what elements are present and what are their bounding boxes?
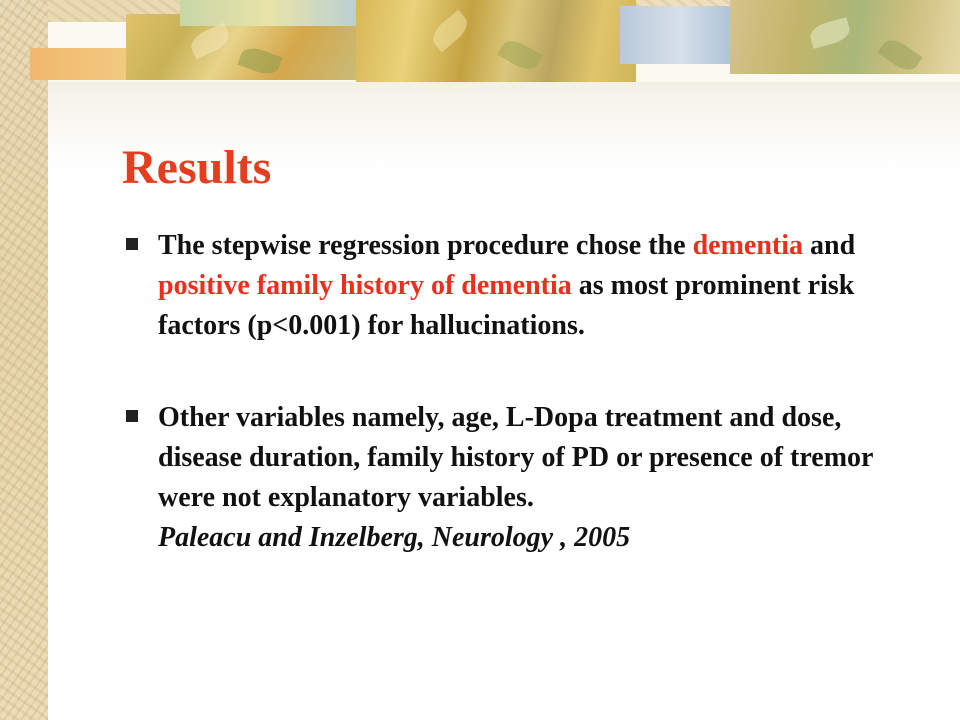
bullet-text: Other variables namely, age, L-Dopa treatment and dose, disease duration, family history of PD or presence of tremor were not explanatory variables. xyxy=(158,402,873,513)
bullet-text: as most prominent risk factors (p<0.001) for hallucinations. xyxy=(158,270,855,341)
bullet-list xyxy=(124,226,924,558)
citation: Paleacu and Inzelberg, Neurology , 2005 xyxy=(158,522,631,553)
bullet-item-other-variables xyxy=(124,398,924,558)
bullet-text: The stepwise regression procedure chose the xyxy=(158,230,693,261)
decorative-banner xyxy=(30,0,960,82)
banner-tile xyxy=(180,0,360,26)
square-bullet-icon xyxy=(126,238,138,250)
banner-tile xyxy=(620,6,740,64)
slide-title: Results xyxy=(122,141,272,194)
highlight-dementia: dementia xyxy=(692,230,803,261)
square-bullet-icon xyxy=(126,410,138,422)
highlight-family-history: positive family history of dementia xyxy=(158,270,572,301)
bullet-text: and xyxy=(803,230,856,261)
left-texture-strip xyxy=(0,0,48,720)
bullet-item-regression xyxy=(124,226,924,346)
banner-tile xyxy=(356,0,636,82)
